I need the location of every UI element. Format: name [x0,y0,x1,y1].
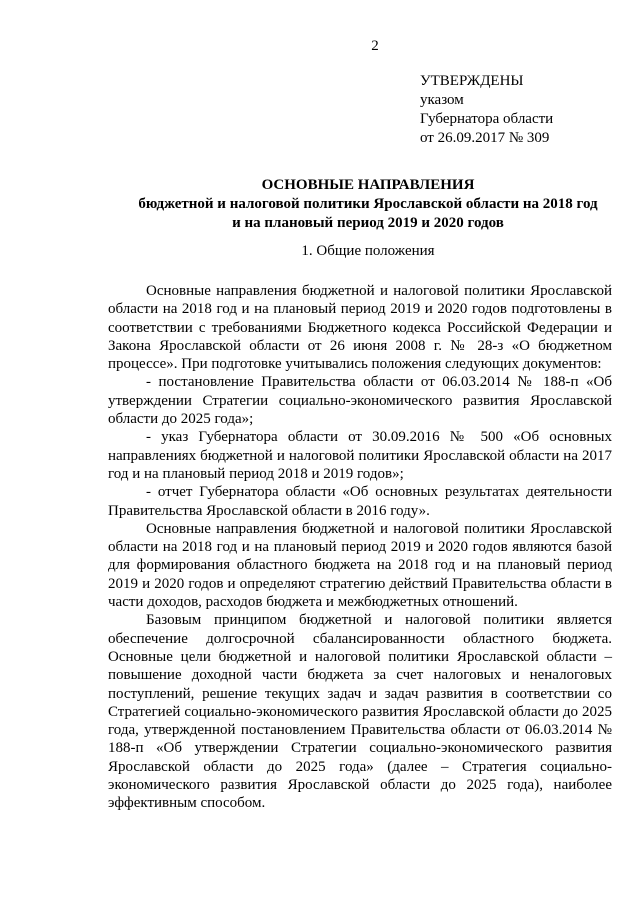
paragraph-basis: Основные направления бюджетной и налоговой политики Ярославской области на 2018 год и на плановый период 2019 и 2020 годов являются базой для формирования областного бюджета на 2018 год и на плановый период 2019 и 2020 годов и определяют стратегию действий Правительства области в части доходов, расходов бюджета и межбюджетных отношений. [108,520,612,611]
approval-line-decree: указом [420,92,464,108]
approval-line-date-number: от 26.09.2017 № 309 [420,130,550,146]
approval-line-governor: Губернатора области [420,111,554,127]
approval-stamp [420,72,553,148]
body-text [108,282,612,813]
title-line-main: ОСНОВНЫЕ НАПРАВЛЕНИЯ [261,177,475,193]
paragraph-intro: Основные направления бюджетной и налоговой политики Ярославской области на 2018 год и на плановый период 2019 и 2020 годов подготовлены в соответствии с требованиями Бюджетного кодекса Российской Федерации и Закона Ярославской области от 26 июня 2008 г. № 28-з «О бюджетном процессе». При подготовке учитывались положения следующих документов: [108,283,612,373]
list-item-resolution: - постановление Правительства области от 06.03.2014 № 188-п «Об утверждении Стратегии социально-экономического развития Ярославской области до 2025 года»; [108,374,612,428]
section-heading: 1. Общие положения [301,243,435,259]
page-number: 2 [371,38,379,54]
list-item-report: - отчет Губернатора области «Об основных результатах деятельности Правительства Ярославской области в 2016 году». [108,484,612,519]
title-line-subject: бюджетной и налоговой политики Ярославской области на 2018 год [138,196,598,212]
paragraph-principle: Базовым принципом бюджетной и налоговой политики является обеспечение долгосрочной сбалансированности областного бюджета. Основные цели бюджетной и налоговой политики Ярославской области – повышение доходной части бюджета за счет налоговых и неналоговых поступлений, решение текущих задач и задач развития в соответствии со Стратегией социально-экономического развития Ярославской области до 2025 года, утвержденной постановлением Правительства области от 06.03.2014 № 188-п «Об утверждении Стратегии социально-экономического развития Ярославской области до 2025 года» (далее – Стратегия социально-экономического развития Ярославской области до 2025 года), наиболее эффективным способом. [108,612,612,812]
title-line-period: и на плановый период 2019 и 2020 годов [232,215,504,231]
approval-line-approved: УТВЕРЖДЕНЫ [420,73,524,89]
list-item-decree: - указ Губернатора области от 30.09.2016 № 500 «Об основных направлениях бюджетной и налоговой политики Ярославской области на 2017 год и на плановый период 2018 и 2019 годов»; [108,429,612,482]
document-title [108,176,628,233]
